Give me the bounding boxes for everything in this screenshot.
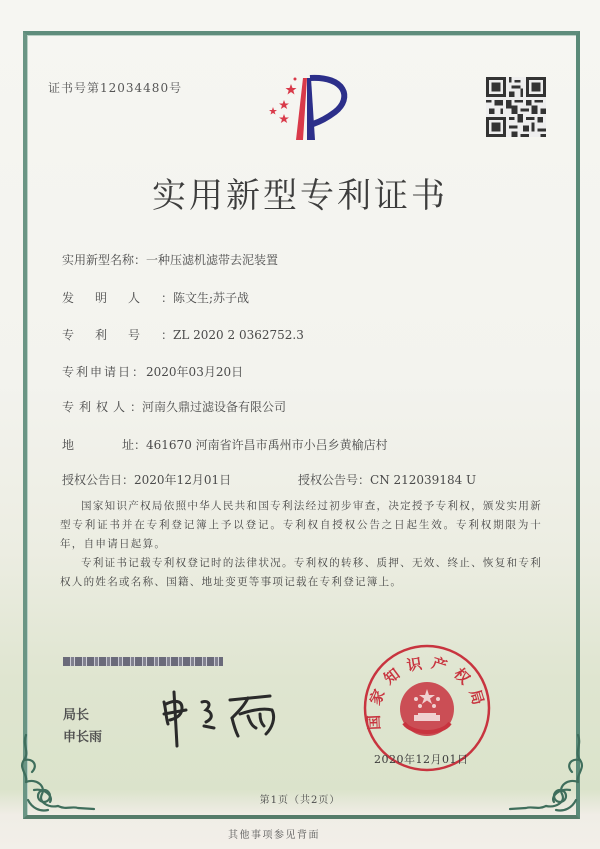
field-label: 发明人： [62, 291, 195, 305]
director-name: 申长雨 [63, 730, 103, 745]
field-label: 址： [122, 438, 147, 452]
certificate-number: 证书号第12034480号 [48, 81, 183, 95]
certificate-title: 实用新型专利证书 [152, 176, 448, 216]
field-utility-model-name [62, 251, 278, 268]
field-value: 2020年03月20日 [146, 365, 244, 379]
field-value: 461670 河南省许昌市禹州市小吕乡黄榆店村 [146, 438, 388, 452]
field-label: 实用新型名称： [62, 253, 147, 267]
director-title: 局长 [63, 708, 90, 723]
field-label: 地 [62, 438, 75, 452]
field-label: 授权公告日： [62, 473, 135, 487]
field-value: 一种压滤机滤带去泥装置 [146, 253, 279, 267]
field-label: 专利号： [62, 328, 195, 342]
cnipa-logo-icon [255, 72, 355, 152]
field-value: CN 212039184 U [370, 473, 477, 487]
qr-code-icon[interactable] [486, 77, 546, 137]
field-value: ZL 2020 2 0362752.3 [173, 328, 304, 342]
field-value: 河南久鼎过滤设备有限公司 [142, 400, 287, 414]
field-label: 授权公告号： [298, 473, 371, 487]
field-grant-date [62, 471, 231, 488]
field-inventor [62, 289, 249, 306]
field-patentee [62, 398, 286, 415]
field-patent-number [62, 326, 304, 343]
field-label: 专利权人： [62, 400, 148, 414]
statement-paragraph-2: 专利证书记载专利权登记时的法律状况。专利权的转移、质押、无效、终止、恢复和专利权人的姓名或名称、国籍、地址变更等事项记载在专利登记簿上。 [60, 557, 542, 588]
field-value: 2020年12月01日 [134, 473, 232, 487]
page-indicator: 第1页（共2页） [259, 795, 341, 806]
barcode-strip [63, 657, 223, 666]
statement-paragraph-1: 国家知识产权局依照中华人民共和国专利法经过初步审查，决定授予专利权，颁发实用新型专利证书并在专利登记簿上予以登记。专利权自授权公告之日起生效。专利权期限为十年，自申请日起算。 [60, 500, 542, 550]
svg-text:国家知识产权局: 国家知识产权局 [364, 653, 490, 731]
field-address [62, 436, 388, 453]
seal-date: 2020年12月01日 [374, 753, 469, 766]
field-value: 陈文生;苏子战 [173, 291, 250, 305]
signature-icon [160, 688, 290, 748]
field-label: 专利申请日： [62, 365, 147, 379]
field-filing-date [62, 363, 243, 380]
back-side-note: 其他事项参见背面 [228, 830, 320, 841]
ornament-corner-bottom-right-icon [500, 730, 590, 820]
field-grant-number [298, 471, 476, 488]
